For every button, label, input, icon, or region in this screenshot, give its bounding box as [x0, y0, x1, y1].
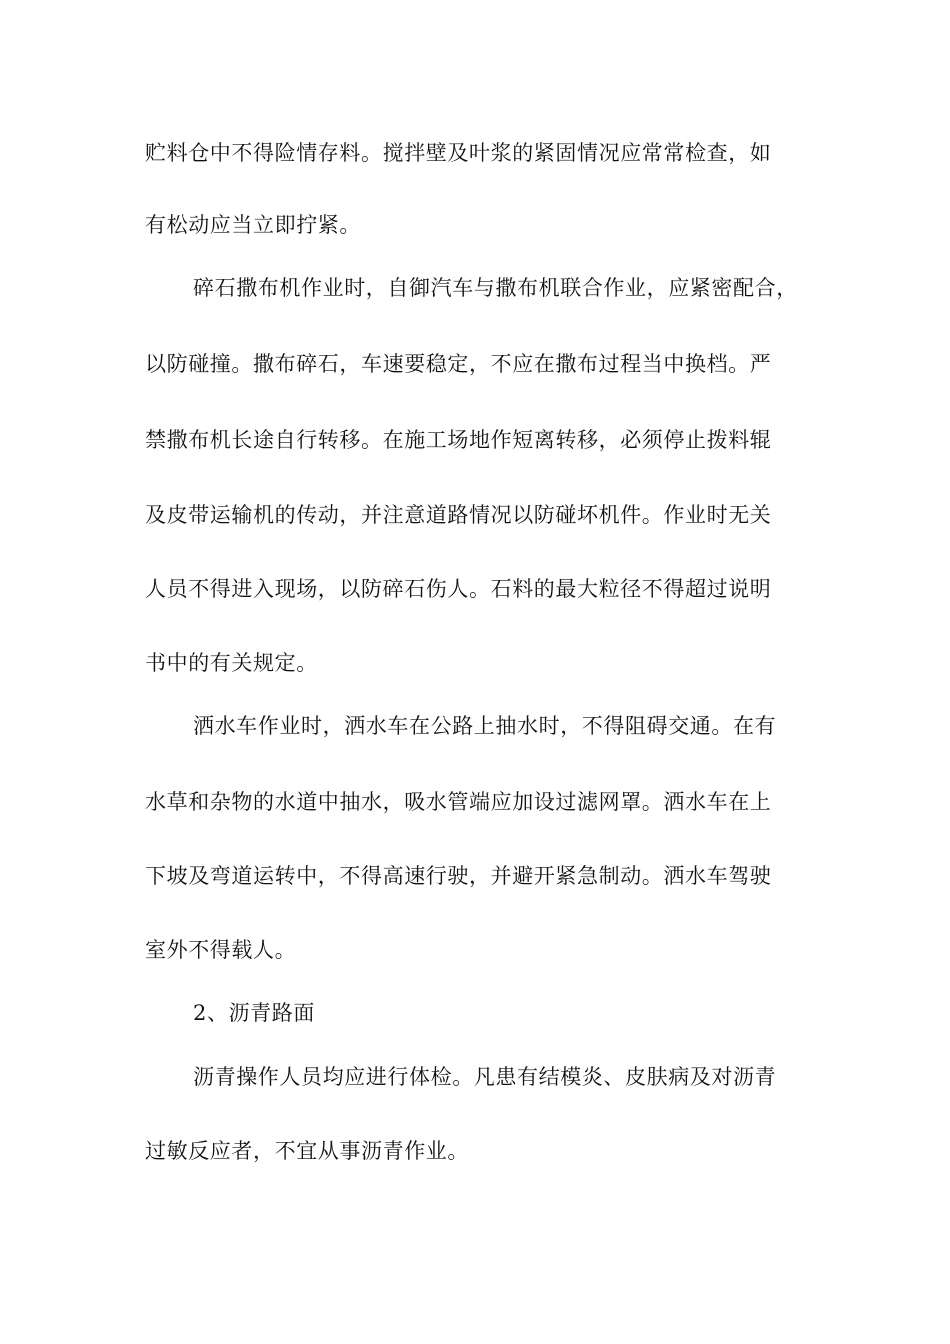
paragraph-start-line: 碎石撒布机作业时，自御汽车与撒布机联合作业，应紧密配合， [193, 276, 798, 300]
text-line: 及皮带运输机的传动，并注意道路情况以防碰坏机件。作业时无关 [145, 503, 772, 527]
paragraph-start-line: 沥青操作人员均应进行体检。凡患有结模炎、皮肤病及对沥青 [193, 1065, 777, 1089]
text-line: 过敏反应者，不宜从事沥青作业。 [145, 1139, 469, 1163]
section-heading: 2、沥青路面 [193, 1001, 315, 1025]
text-line: 人员不得进入现场，以防碎石伤人。石料的最大粒径不得超过说明 [145, 577, 772, 601]
text-line: 以防碰撞。撒布碎石，车速要稳定，不应在撒布过程当中换档。严 [145, 352, 772, 376]
text-line: 书中的有关规定。 [145, 651, 318, 675]
text-line: 室外不得载人。 [145, 938, 297, 962]
text-line: 水草和杂物的水道中抽水，吸水管端应加设过滤网罩。洒水车在上 [145, 790, 772, 814]
text-line: 禁撒布机长途自行转移。在施工场地作短离转移，必须停止拨料辊 [145, 428, 772, 452]
text-line: 有松动应当立即拧紧。 [145, 213, 361, 237]
paragraph-start-line: 洒水车作业时，洒水车在公路上抽水时，不得阻碍交通。在有 [193, 714, 777, 738]
text-line: 下坡及弯道运转中，不得高速行驶，并避开紧急制动。洒水车驾驶 [145, 864, 772, 888]
text-line: 贮料仓中不得险情存料。搅拌壁及叶浆的紧固情况应常常检查，如 [145, 141, 772, 165]
